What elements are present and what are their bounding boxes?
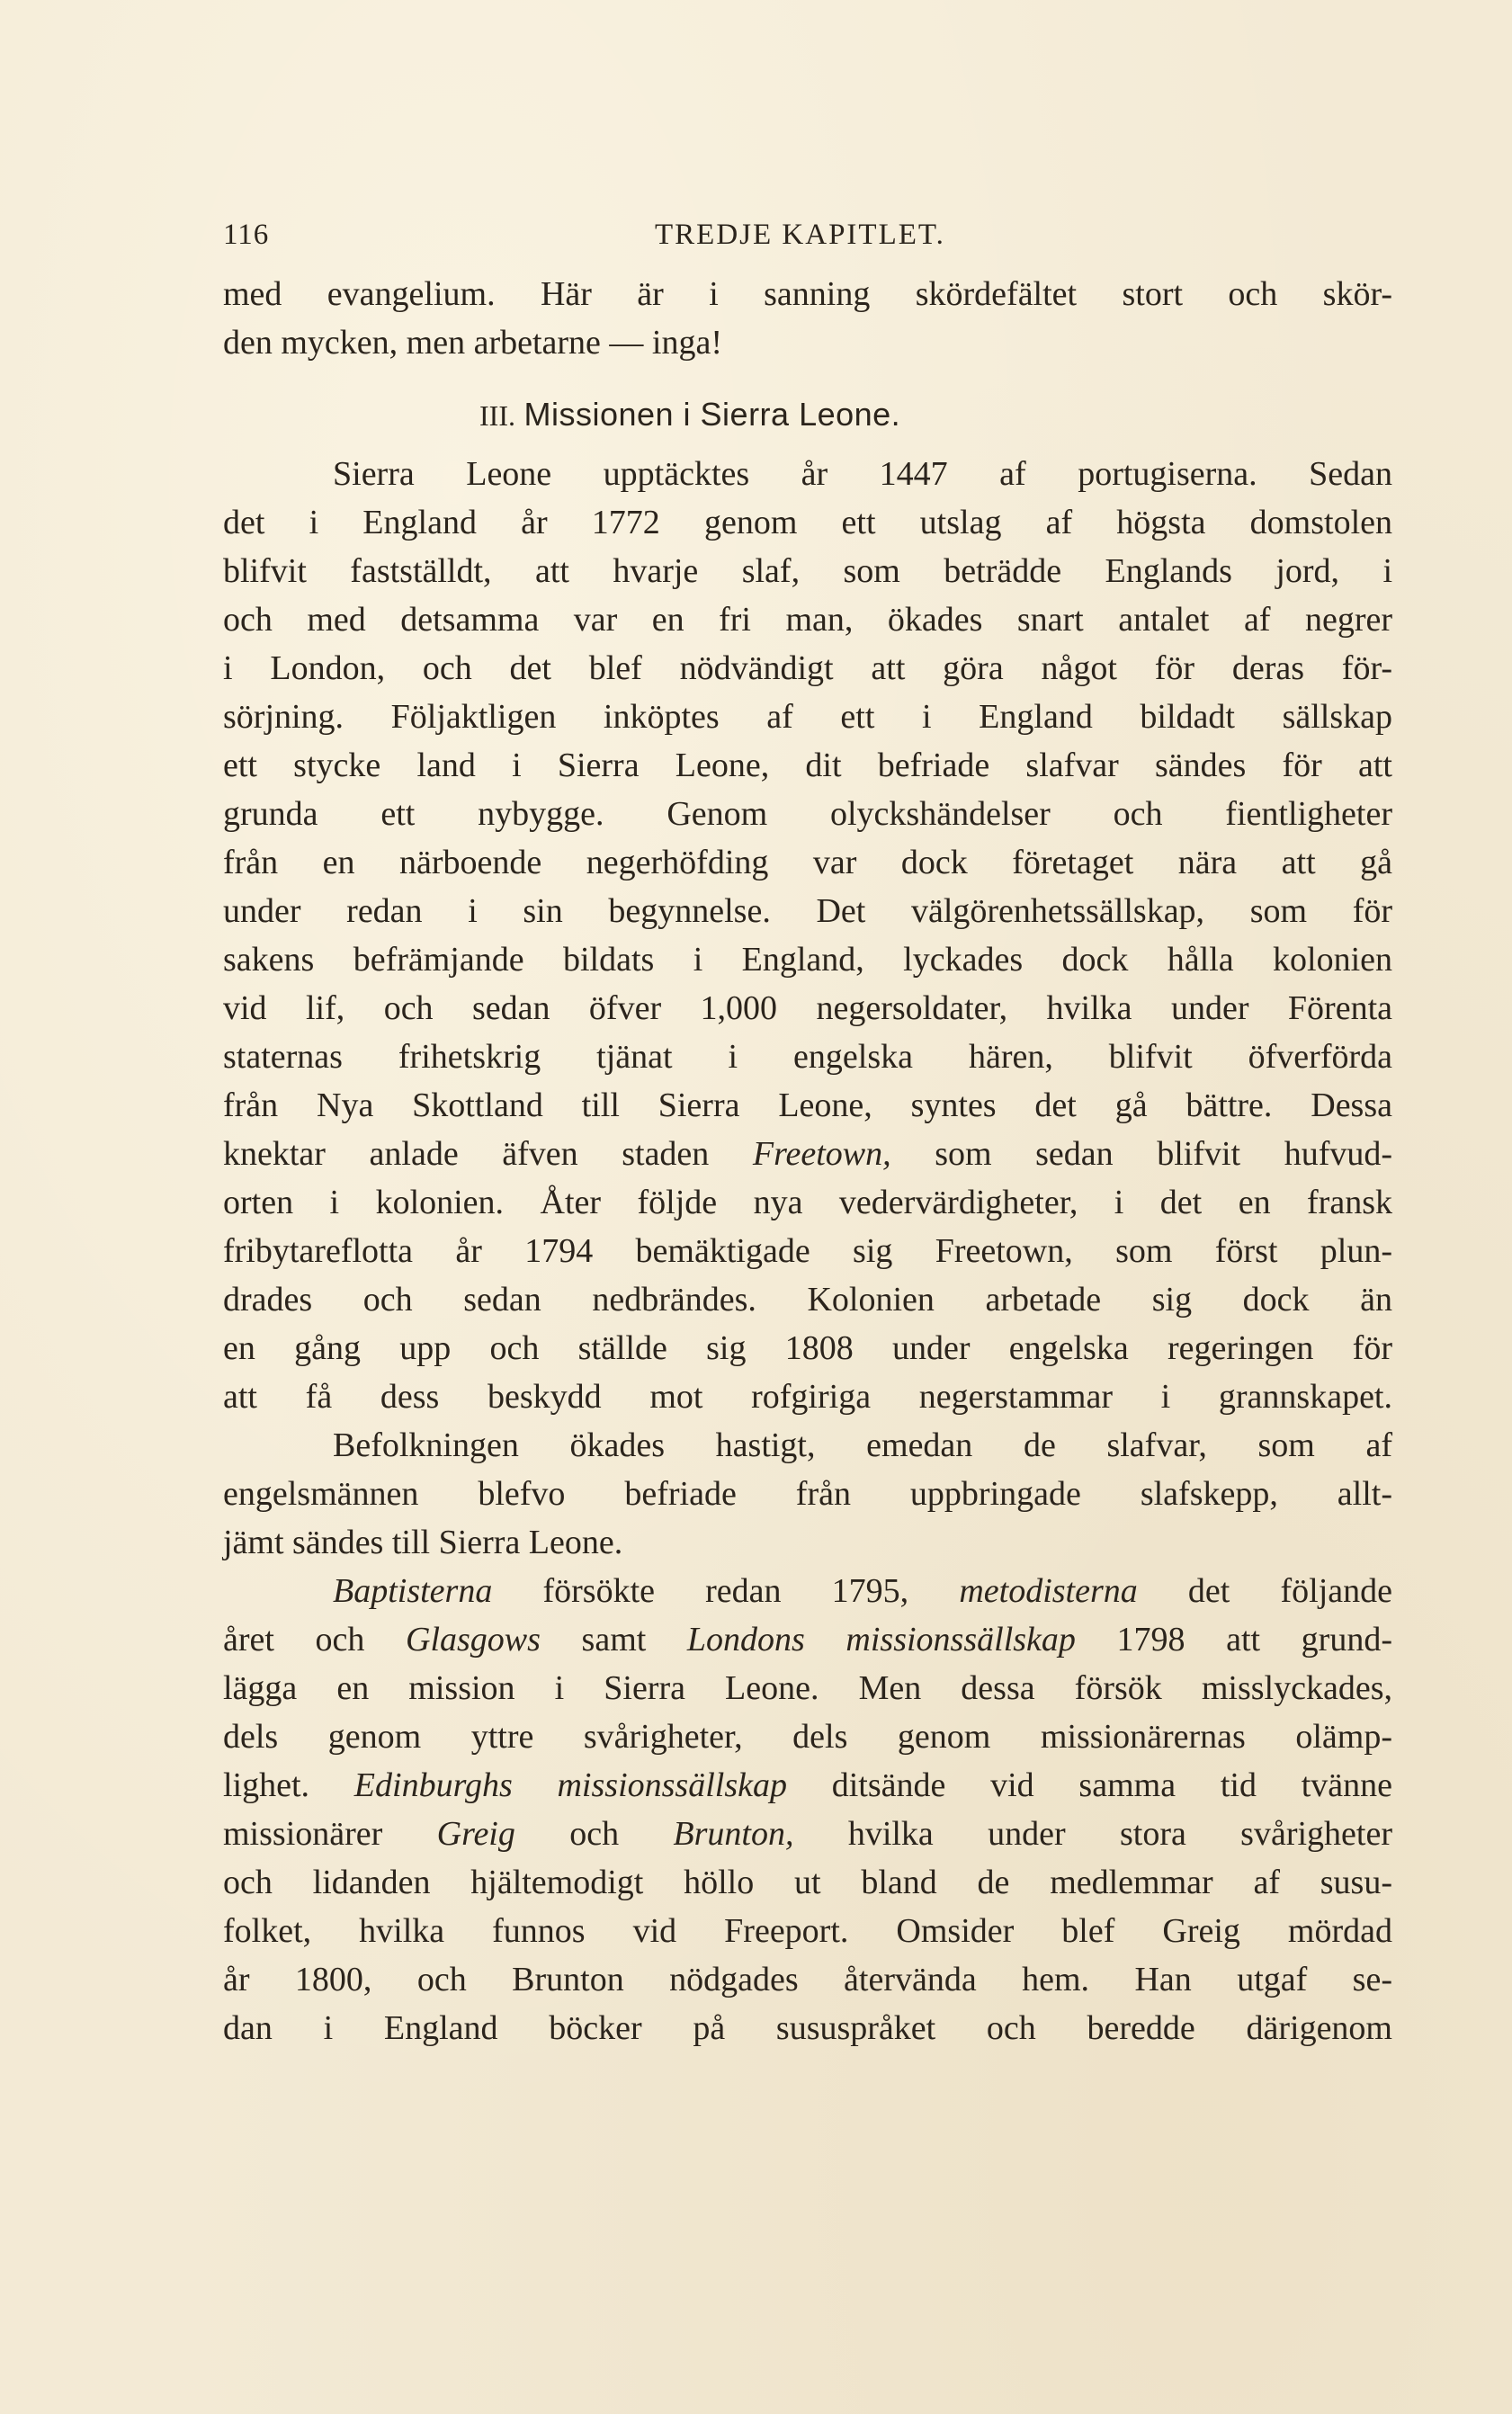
italic-name: metodisterna — [959, 1572, 1138, 1610]
text-fragment: samt — [540, 1621, 687, 1659]
text-line: den mycken, men arbetarne — inga! — [223, 324, 722, 362]
text-line: och lidanden hjältemodigt höllo ut bland de medlemmar af susu- — [223, 1864, 1392, 1901]
italic-name: Londons missionssällskap — [686, 1621, 1076, 1659]
text-line: staternas frihetskrig tjänat i engelska hären, blifvit öfverförda — [223, 1038, 1392, 1076]
italic-name: Baptisterna — [333, 1572, 493, 1610]
text-line — [223, 1130, 1392, 1178]
section-number: III. — [479, 399, 515, 432]
text-fragment: försökte redan 1795, — [492, 1572, 960, 1610]
text-line: lägga en mission i Sierra Leone. Men dessa försök misslyckades, — [223, 1669, 1392, 1707]
page-number: 116 — [223, 219, 270, 251]
italic-place-name: Freetown, — [752, 1135, 891, 1173]
text-line: en gång upp och ställde sig 1808 under engelska regeringen för — [223, 1329, 1392, 1367]
section-heading — [223, 367, 1392, 450]
text-line: Befolkningen ökades hastigt, emedan de slafvar, som af — [333, 1426, 1392, 1464]
text-fragment: lighet. — [223, 1766, 354, 1804]
body-text — [223, 270, 1392, 2052]
text-fragment: 1798 att grund- — [1075, 1621, 1392, 1659]
running-title: TREDJE KAPITLET. — [655, 219, 945, 251]
text-line: under redan i sin begynnelse. Det välgörenhetssällskap, som för — [223, 892, 1392, 930]
text-line — [223, 1567, 1392, 1615]
text-line: dels genom yttre svårigheter, dels genom missionärernas olämp- — [223, 1718, 1392, 1756]
text-fragment: ditsände vid samma tid tvänne — [786, 1766, 1392, 1804]
text-line: sörjning. Följaktligen inköptes af ett i England bildadt sällskap — [223, 698, 1392, 736]
italic-name: Glasgows — [406, 1621, 541, 1659]
text-fragment: det följande — [1137, 1572, 1392, 1610]
text-line: sakens befrämjande bildats i England, lyckades dock hålla kolonien — [223, 941, 1392, 979]
text-fragment: som sedan blifvit hufvud- — [890, 1135, 1392, 1173]
text-line: från en närboende negerhöfding var dock företaget nära att gå — [223, 844, 1392, 881]
text-line: folket, hvilka funnos vid Freeport. Omsider blef Greig mördad — [223, 1912, 1392, 1950]
text-line — [223, 1810, 1392, 1858]
text-line: Sierra Leone upptäcktes år 1447 af portugiserna. Sedan — [333, 455, 1392, 493]
text-line: grunda ett nybygge. Genom olyckshändelser och fientligheter — [223, 795, 1392, 833]
paragraph-missions — [223, 1567, 1392, 2052]
text-line: och med detsamma var en fri man, ökades snart antalet af negrer — [223, 601, 1392, 639]
section-title: Missionen i Sierra Leone. — [523, 396, 901, 433]
text-line: i London, och det blef nödvändigt att göra något för deras för- — [223, 649, 1392, 687]
text-line: vid lif, och sedan öfver 1,000 negersoldater, hvilka under Förenta — [223, 989, 1392, 1027]
text-line: engelsmännen blefvo befriade från uppbringade slafskepp, allt- — [223, 1475, 1392, 1513]
italic-name: Greig — [436, 1815, 515, 1853]
text-line: fribytareflotta år 1794 bemäktigade sig Freetown, som först plun- — [223, 1232, 1392, 1270]
text-fragment: och — [514, 1815, 674, 1853]
text-line: dan i England böcker på sususpråket och beredde därigenom — [223, 2009, 1392, 2047]
text-fragment: hvilka under stora svårigheter — [793, 1815, 1392, 1853]
text-line: jämt sändes till Sierra Leone. — [223, 1524, 623, 1561]
text-line — [223, 1615, 1392, 1664]
text-line: år 1800, och Brunton nödgades återvända hem. Han utgaf se- — [223, 1961, 1392, 1998]
text-line: det i England år 1772 genom ett utslag af högsta domstolen — [223, 504, 1392, 541]
text-line: orten i kolonien. Åter följde nya vedervärdigheter, i det en fransk — [223, 1184, 1392, 1221]
text-line: blifvit fastställdt, att hvarje slaf, som beträdde Englands jord, i — [223, 552, 1392, 590]
text-line: drades och sedan nedbrändes. Kolonien arbetade sig dock än — [223, 1281, 1392, 1319]
text-line — [223, 1761, 1392, 1810]
text-line: att få dess beskydd mot rofgiriga negerstammar i grannskapet. — [223, 1378, 1392, 1416]
text-fragment: knektar anlade äfven staden — [223, 1135, 753, 1173]
italic-name: Brunton, — [673, 1815, 794, 1853]
text-fragment: missionärer — [223, 1815, 437, 1853]
text-line: ett stycke land i Sierra Leone, dit befriade slafvar sändes för att — [223, 747, 1392, 784]
italic-name: Edinburghs missionssällskap — [353, 1766, 787, 1804]
text-line: från Nya Skottland till Sierra Leone, syntes det gå bättre. Dessa — [223, 1086, 1392, 1124]
text-fragment: året och — [223, 1621, 407, 1659]
paragraph-sierra-leone — [223, 450, 1392, 1567]
page-header — [223, 219, 1392, 262]
text-line: med evangelium. Här är i sanning skördefältet stort och skör- — [223, 275, 1392, 313]
